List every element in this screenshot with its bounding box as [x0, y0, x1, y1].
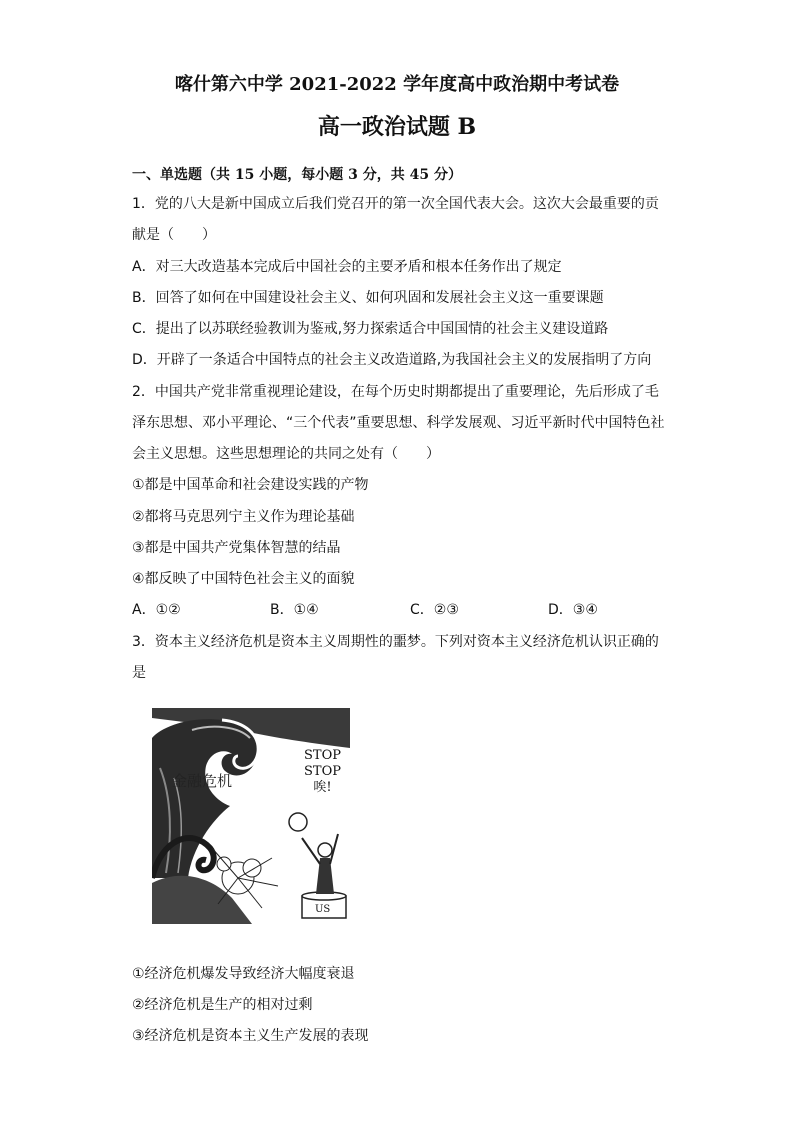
financial-crisis-cartoon	[152, 708, 350, 924]
q3-stem-line-2: 是	[132, 665, 146, 681]
q2-option-d: D．③④	[548, 602, 598, 618]
q3-stem-line-1: 3．资本主义经济危机是资本主义周期性的噩梦。下列对资本主义经济危机认识正确的	[132, 634, 659, 650]
q2-statement-2: ②都将马克思列宁主义作为理论基础	[132, 509, 355, 525]
q2-stem-line-2: 泽东思想、邓小平理论、“三个代表”重要思想、科学发展观、习近平新时代中国特色社	[132, 415, 665, 431]
q1-option-d: D．开辟了一条适合中国特点的社会主义改造道路,为我国社会主义的发展指明了方向	[132, 352, 652, 368]
exam-title: 喀什第六中学 2021-2022 学年度高中政治期中考试卷	[174, 74, 620, 95]
q2-option-a: A．①②	[132, 602, 181, 618]
cartoon-podium-label: US	[315, 904, 331, 915]
section-heading: 一、单选题（共 15 小题，每小题 3 分，共 45 分）	[132, 167, 462, 183]
q2-stem-line-3: 会主义思想。这些思想理论的共同之处有（ ）	[132, 446, 440, 462]
cartoon-shout-line-2: STOP	[304, 764, 341, 779]
q2-statement-1: ①都是中国革命和社会建设实践的产物	[132, 477, 369, 493]
q1-option-c: C．提出了以苏联经验教训为鉴戒,努力探索适合中国国情的社会主义建设道路	[132, 321, 609, 337]
cartoon-shout-line-3: 唉!	[313, 780, 332, 795]
exam-subtitle: 高一政治试题 B	[317, 114, 477, 140]
q2-option-c: C．②③	[410, 602, 459, 618]
q3-statement-3: ③经济危机是资本主义生产发展的表现	[132, 1028, 369, 1044]
q2-statement-3: ③都是中国共产党集体智慧的结晶	[132, 540, 341, 556]
q3-statement-1: ①经济危机爆发导致经济大幅度衰退	[132, 966, 355, 982]
cartoon-shout-text	[304, 748, 341, 796]
q1-option-a: A．对三大改造基本完成后中国社会的主要矛盾和根本任务作出了规定	[132, 259, 562, 275]
q1-stem-line-1: 1．党的八大是新中国成立后我们党召开的第一次全国代表大会。这次大会最重要的贡	[132, 196, 659, 212]
q1-option-b: B．回答了如何在中国建设社会主义、如何巩固和发展社会主义这一重要课题	[132, 290, 604, 306]
cartoon-wave-label: 金融危机	[172, 772, 233, 790]
q2-option-b: B．①④	[270, 602, 319, 618]
q2-statement-4: ④都反映了中国特色社会主义的面貌	[132, 571, 355, 587]
q1-stem-line-2: 献是（ ）	[132, 227, 216, 243]
cartoon-illustration	[152, 708, 350, 924]
q2-stem-line-1: 2．中国共产党非常重视理论建设，在每个历史时期都提出了重要理论，先后形成了毛	[132, 384, 659, 400]
q3-statement-2: ②经济危机是生产的相对过剩	[132, 997, 313, 1013]
cartoon-shout-line-1: STOP	[304, 748, 341, 763]
